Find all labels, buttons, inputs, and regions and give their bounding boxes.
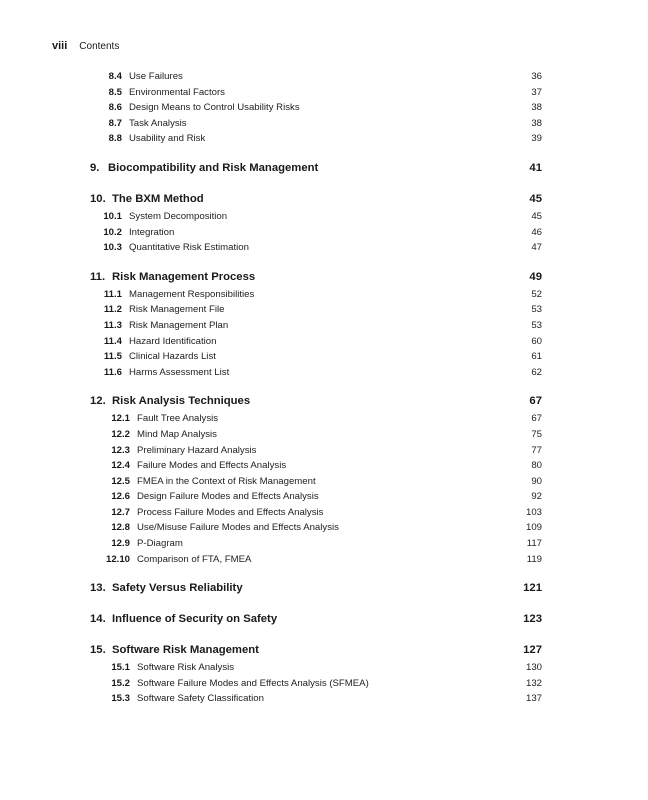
section-number: 11.2 [103, 304, 122, 316]
section-title: FMEA in the Context of Risk Management [137, 475, 316, 487]
section-number: 12.7 [111, 506, 130, 518]
section-number: 8.5 [108, 86, 122, 98]
section-number: 15.1 [111, 662, 130, 674]
section-title: Harms Assessment List [129, 366, 230, 378]
section-page-number: 92 [531, 491, 542, 503]
section-title: Usability and Risk [129, 133, 206, 145]
section-number: 8.6 [108, 102, 122, 114]
toc-section-entry[interactable] [90, 678, 542, 694]
table-of-contents [90, 71, 542, 722]
section-page-number: 75 [531, 428, 542, 440]
toc-section-entry[interactable] [90, 413, 542, 429]
section-number: 11.5 [103, 351, 122, 363]
section-title: Management Responsibilities [129, 288, 255, 300]
section-title: Process Failure Modes and Effects Analysis [137, 506, 324, 518]
section-page-number: 53 [531, 319, 542, 331]
section-title: Risk Management File [129, 304, 225, 316]
chapter-number: 11. [90, 270, 106, 283]
chapter-page-number: 67 [529, 395, 542, 408]
toc-chapter [90, 162, 542, 180]
section-number: 12.4 [111, 460, 130, 472]
section-title: Design Means to Control Usability Risks [129, 102, 300, 114]
section-number: 12.1 [111, 413, 130, 425]
section-page-number: 36 [531, 71, 542, 82]
chapter-title: Biocompatibility and Risk Management [108, 161, 319, 174]
section-page-number: 38 [531, 102, 542, 114]
section-page-number: 137 [525, 693, 542, 705]
toc-chapter-entry[interactable] [90, 644, 542, 662]
section-page-number: 60 [531, 335, 542, 347]
section-page-number: 47 [531, 242, 542, 254]
section-page-number: 62 [531, 366, 542, 378]
chapter-number: 14. [90, 613, 106, 626]
section-number: 15.2 [111, 677, 130, 689]
section-title: Clinical Hazards List [129, 351, 216, 363]
section-title: Comparison of FTA, FMEA [137, 553, 252, 565]
section-number: 11.3 [103, 319, 122, 331]
toc-chapter [90, 271, 542, 383]
section-number: 10.3 [103, 242, 122, 254]
section-title: Environmental Factors [129, 86, 225, 98]
section-title: Integration [129, 226, 175, 238]
toc-section-entry[interactable] [90, 429, 542, 445]
chapter-number: 12. [90, 395, 106, 408]
toc-chapter-entry[interactable] [90, 613, 542, 631]
section-page-number: 38 [531, 117, 542, 129]
chapter-number: 9. [90, 161, 100, 174]
toc-section-entry[interactable] [90, 320, 542, 336]
section-number: 11.6 [103, 366, 122, 378]
section-page-number: 52 [531, 288, 542, 300]
toc-section-entry[interactable] [90, 87, 542, 103]
section-page-number: 132 [525, 677, 542, 689]
section-title: Software Risk Analysis [137, 662, 235, 674]
section-title: Failure Modes and Effects Analysis [137, 460, 287, 472]
section-page-number: 45 [531, 210, 542, 222]
toc-section-entry[interactable] [90, 289, 542, 305]
section-number: 8.8 [108, 133, 122, 145]
section-page-number: 109 [525, 522, 542, 534]
chapter-title: The BXM Method [112, 192, 204, 205]
section-title: Hazard Identification [129, 335, 217, 347]
chapter-number: 15. [90, 644, 106, 657]
section-title: Risk Management Plan [129, 319, 229, 331]
chapter-title: Risk Analysis Techniques [112, 395, 251, 408]
chapter-title: Risk Management Process [112, 270, 256, 283]
section-page-number: 80 [531, 460, 542, 472]
section-page-number: 90 [531, 475, 542, 487]
toc-chapter-continuation [90, 71, 542, 149]
toc-chapter-entry[interactable] [90, 193, 542, 211]
chapter-number: 13. [90, 582, 106, 595]
section-title: Use Failures [129, 71, 183, 82]
toc-chapter-entry[interactable] [90, 271, 542, 289]
toc-section-entry[interactable] [90, 351, 542, 367]
section-title: P-Diagram [137, 538, 183, 550]
toc-section-entry[interactable] [90, 367, 542, 383]
running-header-title: Contents [79, 41, 120, 52]
section-page-number: 119 [526, 553, 542, 565]
toc-chapter [90, 395, 542, 569]
section-title: Use/Misuse Failure Modes and Effects Analysis [137, 522, 339, 534]
section-title: Quantitative Risk Estimation [129, 242, 249, 254]
section-number: 15.3 [111, 693, 130, 705]
section-number: 8.4 [108, 71, 122, 82]
chapter-title: Safety Versus Reliability [112, 582, 243, 595]
section-number: 12.3 [111, 444, 130, 456]
toc-section-entry[interactable] [90, 304, 542, 320]
toc-section-entry[interactable] [90, 538, 542, 554]
toc-section-entry[interactable] [90, 133, 542, 149]
toc-section-entry[interactable] [90, 102, 542, 118]
toc-section-entry[interactable] [90, 227, 542, 243]
chapter-page-number: 45 [529, 192, 542, 205]
section-number: 8.7 [108, 117, 122, 129]
section-number: 12.10 [105, 553, 130, 565]
page-header [52, 40, 119, 52]
toc-section-entry[interactable] [90, 662, 542, 678]
section-number: 12.2 [111, 428, 130, 440]
section-page-number: 53 [531, 304, 542, 316]
section-number: 12.5 [111, 475, 130, 487]
toc-chapter [90, 582, 542, 600]
toc-section-entry[interactable] [90, 445, 542, 461]
toc-section-entry[interactable] [90, 522, 542, 538]
chapter-page-number: 123 [523, 613, 542, 626]
section-title: Software Failure Modes and Effects Analysis (SFMEA) [137, 677, 369, 689]
section-page-number: 77 [531, 444, 542, 456]
section-page-number: 103 [525, 506, 542, 518]
section-title: Fault Tree Analysis [137, 413, 219, 425]
chapter-page-number: 127 [523, 644, 542, 657]
section-number: 10.1 [103, 210, 122, 222]
section-title: Design Failure Modes and Effects Analysis [137, 491, 319, 503]
chapter-page-number: 121 [523, 582, 542, 595]
section-page-number: 61 [531, 351, 542, 363]
section-page-number: 117 [526, 538, 542, 550]
section-title: Mind Map Analysis [137, 428, 217, 440]
section-number: 10.2 [103, 226, 122, 238]
section-number: 11.1 [103, 288, 122, 300]
section-number: 11.4 [103, 335, 122, 347]
toc-chapter [90, 613, 542, 631]
toc-section-entry[interactable] [90, 476, 542, 492]
section-page-number: 67 [531, 413, 542, 425]
toc-section-entry[interactable] [90, 211, 542, 227]
section-number: 12.6 [111, 491, 130, 503]
section-page-number: 130 [525, 662, 542, 674]
chapter-page-number: 41 [529, 161, 542, 174]
toc-section-entry[interactable] [90, 460, 542, 476]
section-number: 12.8 [111, 522, 130, 534]
section-title: Task Analysis [129, 117, 187, 129]
toc-section-entry[interactable] [90, 693, 542, 709]
chapter-title: Influence of Security on Safety [112, 613, 278, 626]
toc-chapter-entry[interactable] [90, 162, 542, 180]
toc-section-entry[interactable] [90, 491, 542, 507]
chapter-page-number: 49 [529, 270, 542, 283]
toc-section-entry[interactable] [90, 507, 542, 523]
section-title: System Decomposition [129, 210, 228, 222]
toc-section-entry[interactable] [90, 554, 542, 570]
section-page-number: 46 [531, 226, 542, 238]
toc-chapter-entry[interactable] [90, 395, 542, 413]
toc-chapter-entry[interactable] [90, 582, 542, 600]
section-page-number: 39 [531, 133, 542, 145]
chapter-number: 10. [90, 192, 106, 205]
section-title: Software Safety Classification [137, 693, 264, 705]
section-title: Preliminary Hazard Analysis [137, 444, 257, 456]
toc-section-entry[interactable] [90, 242, 542, 258]
toc-section-entry[interactable] [90, 71, 542, 87]
toc-section-entry[interactable] [90, 118, 542, 134]
section-page-number: 37 [531, 86, 542, 98]
toc-chapter [90, 193, 542, 258]
chapter-title: Software Risk Management [112, 644, 259, 657]
section-number: 12.9 [111, 538, 130, 550]
toc-section-entry[interactable] [90, 336, 542, 352]
toc-chapter [90, 644, 542, 709]
page-number: viii [52, 40, 68, 52]
